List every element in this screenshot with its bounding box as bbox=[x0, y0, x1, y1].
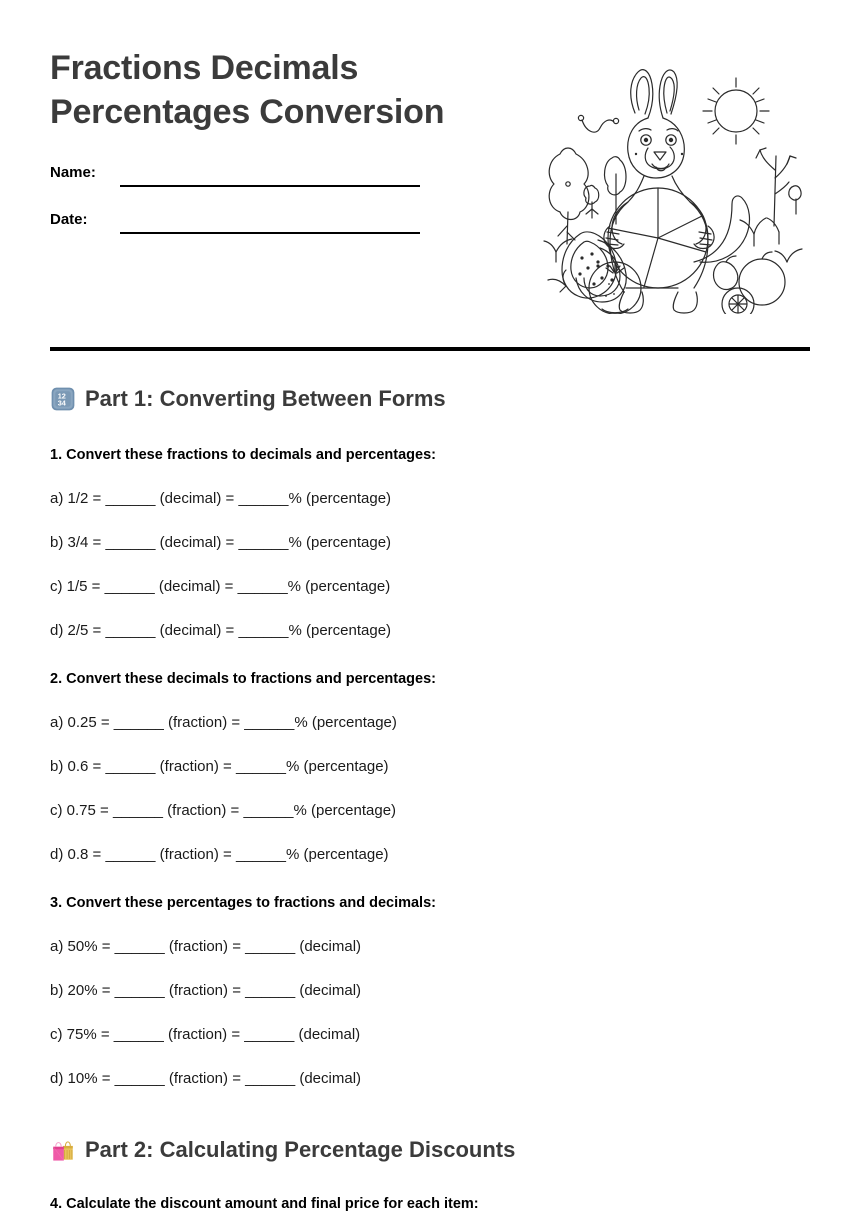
question-4-prompt: 4. Calculate the discount amount and final price for each item: bbox=[50, 1196, 479, 1212]
question-1-item-d[interactable]: d) 2/5 = ______ (decimal) = ______% (percentage) bbox=[50, 622, 392, 639]
question-1-item-a[interactable]: a) 1/2 = ______ (decimal) = ______% (percentage) bbox=[50, 490, 392, 507]
question-1-prompt: 1. Convert these fractions to decimals and percentages: bbox=[50, 447, 436, 463]
date-label: Date: bbox=[50, 211, 88, 228]
question-block-3 bbox=[50, 895, 820, 1087]
question-block-2 bbox=[50, 671, 820, 863]
squiggle-decoration bbox=[578, 115, 618, 132]
input-numbers-emoji bbox=[50, 386, 76, 412]
watermelon bbox=[562, 232, 626, 302]
question-2-item-a[interactable]: a) 0.25 = ______ (fraction) = ______% (percentage) bbox=[50, 714, 397, 731]
leaves-left bbox=[548, 270, 566, 292]
name-label: Name: bbox=[50, 164, 96, 181]
question-block-4 bbox=[50, 1196, 820, 1212]
student-info-block bbox=[50, 164, 480, 258]
question-3-item-a[interactable]: a) 50% = ______ (fraction) = ______ (decimal) bbox=[50, 938, 362, 955]
question-2-item-c[interactable]: c) 0.75 = ______ (fraction) = ______% (percentage) bbox=[50, 802, 397, 819]
question-1-item-b[interactable]: b) 3/4 = ______ (decimal) = ______% (percentage) bbox=[50, 534, 392, 551]
question-2-prompt: 2. Convert these decimals to fractions and percentages: bbox=[50, 671, 436, 687]
page-title-line-1: Fractions Decimals bbox=[50, 49, 359, 87]
part-2-title: Part 2: Calculating Percentage Discounts bbox=[85, 1137, 516, 1162]
part-2-heading bbox=[50, 1134, 820, 1166]
grass-left bbox=[544, 239, 572, 262]
tree-left bbox=[549, 148, 589, 244]
tree-bare-right bbox=[756, 148, 796, 226]
header-divider bbox=[50, 347, 810, 351]
worksheet-content bbox=[50, 383, 820, 1212]
question-3-item-b[interactable]: b) 20% = ______ (fraction) = ______ (decimal) bbox=[50, 982, 362, 999]
fruit-group-right bbox=[714, 252, 786, 314]
question-3-prompt: 3. Convert these percentages to fractions and decimals: bbox=[50, 895, 436, 911]
question-1-items bbox=[50, 490, 820, 639]
question-2-item-d[interactable]: d) 0.8 = ______ (fraction) = ______% (percentage) bbox=[50, 846, 389, 863]
date-row bbox=[50, 211, 480, 258]
question-3-item-c[interactable]: c) 75% = ______ (fraction) = ______ (decimal) bbox=[50, 1026, 361, 1043]
question-1-item-c[interactable]: c) 1/5 = ______ (decimal) = ______% (percentage) bbox=[50, 578, 391, 595]
date-input-line[interactable] bbox=[120, 232, 420, 234]
sun-icon bbox=[703, 78, 769, 144]
question-3-items bbox=[50, 938, 820, 1087]
part-1-heading bbox=[50, 383, 820, 415]
plant-small bbox=[584, 185, 599, 218]
question-3-item-d[interactable]: d) 10% = ______ (fraction) = ______ (decimal) bbox=[50, 1070, 362, 1087]
page-title bbox=[50, 46, 530, 134]
svg-text:12: 12 bbox=[57, 391, 66, 401]
fraction-circle bbox=[608, 188, 708, 288]
name-row bbox=[50, 164, 480, 211]
kangaroo-illustration bbox=[540, 66, 815, 314]
shopping-bags-emoji bbox=[50, 1137, 76, 1163]
name-input-line[interactable] bbox=[120, 185, 420, 187]
question-block-1 bbox=[50, 447, 820, 639]
svg-text:34: 34 bbox=[57, 398, 66, 408]
sprout-right bbox=[789, 186, 801, 214]
question-2-item-b[interactable]: b) 0.6 = ______ (fraction) = ______% (percentage) bbox=[50, 758, 389, 775]
page-title-line-2: Percentages Conversion bbox=[50, 93, 445, 131]
part-1-title: Part 1: Converting Between Forms bbox=[85, 386, 446, 411]
question-2-items bbox=[50, 714, 820, 863]
tree-slim bbox=[605, 157, 626, 224]
